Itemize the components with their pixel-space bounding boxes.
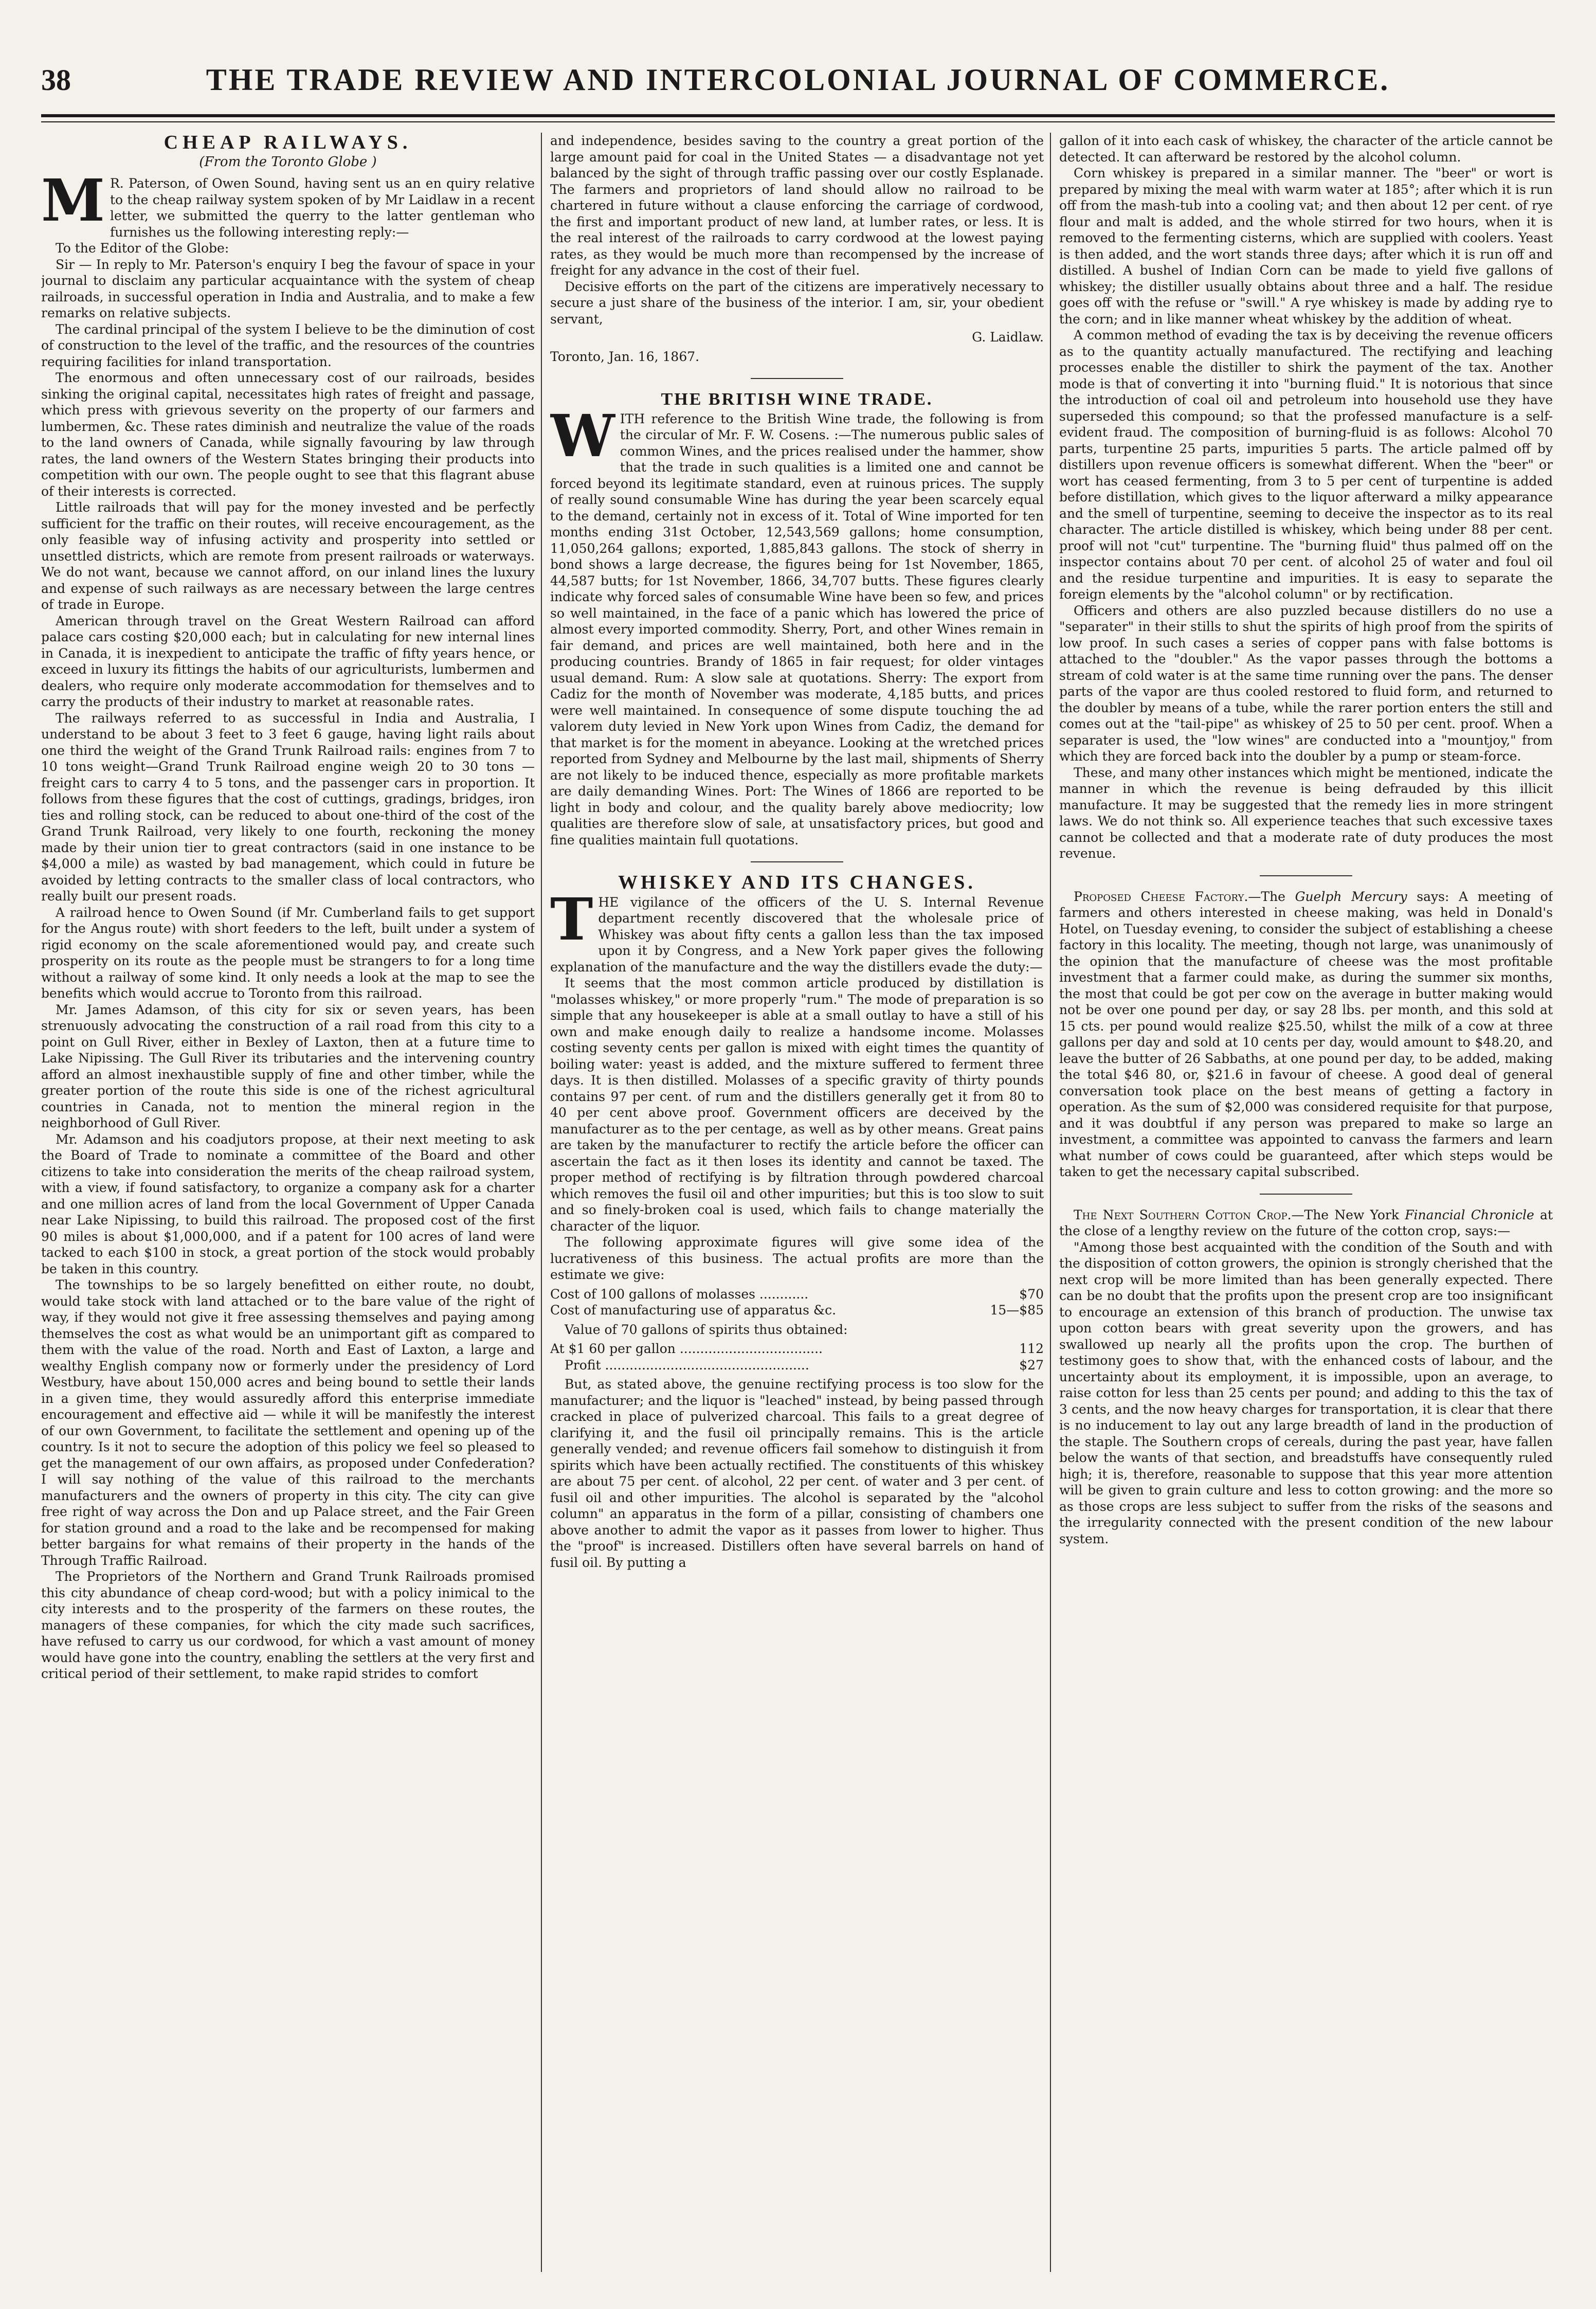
article-quote: "Among those best acquainted with the condition of the South and with the disposition of cotton growers, the opinion is strongly cherished that the next crop will be more limited than has been generally expected. There can be no doubt that the profits upon the present crop are too insignificant to encourage an extension of this branch of production. The unwise tax upon cotton bears with great severity upon the growers, and has swallowed up nearly all the profits upon the crop. The burthen of testimony goes to show that, with the enhanced costs of labour, and the uncertainty about its employment, it is impossible, upon an average, to raise cotton for less than 25 cents per pound; and adding to this the tax of 3 cents, and the now heavy charges for transportation, it is clear that there is no inducement to lay out any large breadth of land in the production of the staple. The Southern crops of cereals, during the past year, have fallen below the wants of that section, and breadstuffs have consequently ruled high; it is, therefore, reasonable to suppose that this year more attention will be given to grain culture and less to cotton growing: and the more so as those crops are less subject to suffer from the risks of the seasons and the irregularity connected with the present condition of the new labour system. (1059, 1239, 1553, 1546)
article-cheese-factory: Proposed Cheese Factory.—The Guelph Mercury says: A meeting of farmers and others interested in cheese making, was held in Donald's Hotel, on Tuesday evening, to consider the subject of establishing a cheese factory in this locality. The meeting, though not large, was unanimously of the opinion that the manufacture of cheese was the most profitable investment that a farmer could make, as during the summer six months, the most that could be got per cow on the average in butter making would not be over one pound per day, or say 28 lbs. per month, and this sold at 15 cts. per pound would realize $25.50, whilst the milk of a cow at three gallons per day and sold at 10 cents per day, would amount to $48.20, and leave the butter of 26 Sabbaths, at one pound per day, to be added, making the total $46 80, or, $21.6 in favour of cheese. A good deal of general conversation took place on the best means of getting a factory in operation. As the sum of $2,000 was considered requisite for that purpose, and it was doubtful if any person was prepared to make so large an investment, a committee was appointed to canvass the farmers and learn what number of cows could be guaranteed, after which steps would be taken to get the necessary capital subscribed. (1059, 889, 1553, 1179)
article-paragraph: M R. Paterson, of Owen Sound, having sent us an en quiry relative to the cheap railway system spoken of by Mr Laidlaw in a recent letter, we submitted the querry to the latter gentleman who furnishes us the following interesting reply:— (41, 167, 535, 240)
article-paragraph: Corn whiskey is prepared in a similar manner. The "beer" or wort is prepared by mixing the meal with warm water at 185°; after which it is run off from the mash-tub into a cooling vat; and then about 12 per cent. of rye flour and malt is added, and the whole stirred for two hours, when it is removed to the fermenting cisterns, which are supplied with coolers. Yeast is then added, and the wort stands three days; after which it is run off and distilled. A bushel of Indian Corn can be made to yield five gallons of whiskey; the distiller usually obtains about three and a half. The residue goes off with the refuse or "swill." A rye whiskey is made by adding rye to the corn; and in like manner wheat whiskey by the addition of wheat. (1059, 166, 1553, 327)
figures-table (550, 1341, 1044, 1373)
article-paragraph: WITH reference to the British Wine trade, the following is from the circular of Mr. F. W. Cosens. :—The numerous public sales of common Wines, and the prices realised under the hammer, show that the trade in such qualities is a limited one and cannot be forced beyond its legitimate standard, even at ruinous prices. The supply of really sound consumable Wine has during the year been scarcely equal to the demand, certainly not in excess of it. Total of Wine imported for ten months ending 31st October, 12,543,569 gallons; home consumption, 11,050,264 gallons; exported, 1,885,843 gallons. The stock of sherry in bond shows a large decrease, the figures being for 1st November, 1865, 44,587 butts; for 1st November, 1866, 34,707 butts. These figures clearly indicate why forced sales of consumable Wine have been so few, and prices so well maintained, in the face of a panic which has lowered the price of almost every imported commodity. Sherry, Port, and other Wines remain in fair demand, and prices are well maintained, both here and in the producing countries. Brandy of 1865 in fair request; for older vintages usual demand. Rum: A slow sale at quotations. Sherry: The export from Cadiz for the month of November was moderate, 4,185 butts, and prices were well maintained. In consequence of some dispute touching the ad valorem duty levied in New York upon Wines from Cadiz, the demand for that market is for the moment in abeyance. Looking at the wretched prices reported from Sydney and Melbourne by the last mail, shipments of Sherry are not likely to be induced thence, especially as more profitable markets are daily demanding Wines. Port: The Wines of 1866 are reported to be light in body and colour, and the quality barely above mediocrity; low qualities are therefore slow of sale, at unsatisfactory prices, but good and fine qualities maintain full quotations. (550, 402, 1044, 847)
article-paragraph: and independence, besides saving to the country a great portion of the large amount paid for coal in the United States — a disadvantage not yet balanced by the sight of through traffic passing over our costly Esplanade. The farmers and proprietors of land should allow no railroad to be chartered in future without a clause enforcing the carriage of cordwood, the first and important product of new land, at lumber rates, or less. It is the real interest of the railroads to carry cordwood at the lowest paying rates, as they would be much more than recompensed by the increase of freight for any advance in the cost of their fuel. (550, 133, 1044, 278)
page-number: 38 (41, 63, 71, 97)
article-paragraph: THE vigilance of the officers of the U. S. Internal Revenue department recently discovered that the wholesale price of Whiskey was about fifty cents a gallon less than the tax imposed upon it by Congress, and a New York paper gives the following explanation of the manufacture and the way the distillers evade the duty:— (550, 886, 1044, 975)
article-paragraph: A common method of evading the tax is by deceiving the revenue officers as to the quantity actually manufactured. The rectifying and leaching processes enable the distiller to shirk the payment of the tax. Another mode is that of converting it into "burning fluid." It is notorious that since the introduction of coal oil and petroleum into household use they have superseded this compound; so that the professed manufacture is a self-evident fraud. The composition of burning-fluid is as follows: Alcohol 70 parts, turpentine 25 parts, impurities 5 parts. The article palmed off by distillers upon revenue officers is somewhat different. When the "beer" or wort has ceased fermenting, from 3 to 5 per cent of turpentine is added before distillation, which gives to the liquor afterward a milky appearance and the smell of turpentine, seeming to deceive the inspector as to its real character. The article distilled is whiskey, which being under 88 per cent. proof will not "cut" turpentine. The "burning fluid" thus palmed off on the inspector contains about 70 per cent. of alcohol 25 of water and foul oil and the residue turpentine and impurities. It is easy to separate the foreign elements by the "alcohol column" or by rectification. (1059, 328, 1553, 602)
article-paragraph: Sir — In reply to Mr. Paterson's enquiry I beg the favour of space in your journal to disclaim any particular acquaintance with the system of cheap railroads, in successful operation in India and Australia, and to make a few remarks on relative subjects. (41, 257, 535, 320)
article-paragraph: Decisive efforts on the part of the citizens are imperatively necessary to secure a just share of the business of the interior. I am, sir, your obedient servant, (550, 279, 1044, 327)
figures-subhead: Value of 70 gallons of spirits thus obtained: (565, 1322, 848, 1337)
section-separator (1260, 875, 1352, 876)
column-1 (41, 133, 535, 2272)
article-paragraph: gallon of it into each cask of whiskey, the character of the article cannot be detected. It can afterward be restored by the alcohol column. (1059, 133, 1553, 165)
table-row: At $1 60 per gallon ................................... 112 (550, 1341, 1044, 1356)
article-heading-wine: THE BRITISH WINE TRADE. (661, 390, 933, 409)
article-source: Guelph Mercury (1295, 889, 1407, 904)
article-paragraph: The townships to be so largely benefitted on either route, no doubt, would take stock with land attached or to the bare value of the right of way, if they would not give it free assessing themselves and paying among themselves the cost as what would be an unimportant gift as compared to them with the value of the road. North and East of Laxton, a large and wealthy English company now or formerly under the presidency of Lord Westbury, have about 150,000 acres and being bound to settle their lands in a given time, they would assuredly afford this enterprise immediate encouragement and effective aid — while it will be manifestly the interest of our own Government, to facilitate the settlement and opening up of the country. Is it not to secure the adoption of this policy we feel so pleased to get the management of our own affairs, as proposed under Confederation? I will say nothing of the value of this railroad to the merchants manufacturers and the owners of property in this city. The city can give free right of way across the Don and up Palace street, and the Fair Green for station ground and a road to the lake and be recompensed for making better bargains for what remains of their property in the hands of the Through Traffic Railroad. (41, 1277, 535, 1568)
article-paragraph: The following approximate figures will give some idea of the lucrativeness of this business. The actual profits are more than the estimate we give: (550, 1235, 1044, 1282)
article-paragraph: The enormous and often unnecessary cost of our railroads, besides sinking the original capital, necessitates high rates of freight and passage, which press with grievous severity on the property of our farmers and lumbermen, &c. These rates diminish and neutralize the value of the roads to the land owners of Canada, while signally favouring by law through rates, the land owners of the Western States bringing their products into competition with our own. The people ought to see that this flagrant abuse of their interests is corrected. (41, 370, 535, 499)
article-lead: The Next Southern Cotton Crop. (1074, 1207, 1292, 1222)
article-signature: G. Laidlaw. (972, 330, 1044, 345)
masthead-rule (41, 114, 1555, 117)
drop-cap: W (550, 402, 615, 470)
table-row: Profit .................................................. $27 (565, 1357, 1044, 1373)
section-separator (751, 861, 843, 862)
column-divider (1050, 133, 1051, 2272)
article-lead: Proposed Cheese Factory. (1074, 889, 1248, 904)
table-row: Cost of 100 gallons of molasses ............ $70 (550, 1286, 1044, 1302)
masthead-rule-thin (41, 121, 1555, 122)
masthead (41, 51, 1555, 108)
article-paragraph: But, as stated above, the genuine rectifying process is too slow for the manufacturer; and the liquor is "leached" instead, by being passed through cracked in place of pulverized charcoal. This fails to a great degree of clarifying it, and the fusil oil principally remains. This is the article generally vended; and revenue officers fail somehow to distinguish it from spirits which have been actually rectified. The constituents of this whiskey are about 75 per cent. of alcohol, 22 per cent. of water and 3 per cent. of fusil oil and other impurities. The alcohol is separated by the "alcohol column" an apparatus in the form of a pillar, consisting of chambers one above another to admit the vapor as it passes from lower to higher. Thus the "proof" is increased. Distillers often have several barrels on hand of fusil oil. By putting a (550, 1377, 1044, 1570)
section-separator (751, 378, 843, 379)
article-source: Financial Chronicle (1405, 1207, 1534, 1222)
article-paragraph: Little railroads that will pay for the money invested and be perfectly sufficient for the traffic on their routes, will receive encouragement, as the only feasible way of infusing activity and prosperity into settled or unsettled districts, which are remote from present railroads or waterways. We do not want, because we cannot afford, on our inland lines the luxury and expense of such railways as are necessary between the large centres of trade in Europe. (41, 500, 535, 612)
article-paragraph: A railroad hence to Owen Sound (if Mr. Cumberland fails to get support for the Angus route) with short feeders to the left, built under a system of rigid economy on the scale aforementioned would pay, and create such prosperity on its route as the people must be strangers to for a long time without a railway of some kind. It only needs a look at the map to see the benefits which would accrue to Toronto from this railroad. (41, 905, 535, 1001)
column-3 (1059, 133, 1553, 2272)
article-paragraph: American through travel on the Great Western Railroad can afford palace cars costing $20,000 each; but in calculating for new internal lines in Canada, it is inexpedient to anticipate the traffic of fifty years hence, or exceed in luxury its fittings the habits of our agriculturists, lumbermen and dealers, who require only moderate accommodation for themselves and to carry the products of their industry to market at reasonable rates. (41, 613, 535, 709)
figures-table (550, 1286, 1044, 1319)
article-paragraph: These, and many other instances which might be mentioned, indicate the manner in which the revenue is being defrauded by this illicit manufacture. It may be suggested that the remedy lies in more stringent laws. We do not think so. All experience teaches that such excessive taxes cannot be collected and that a moderate rate of duty produces the most revenue. (1059, 765, 1553, 861)
article-paragraph: Mr. James Adamson, of this city for six or seven years, has been strenuously advocating the construction of a rail road from this city to a point on Gull River, either in Bexley of Laxton, then at a future time to Lake Nipissing. The Gull River its tributaries and the intervening country afford an almost inexhaustible supply of fine and other timber, while the greater portion of the route this side is one of the richest agricultural countries in Canada, not to mention the mineral region in the neighborhood of Gull River. (41, 1002, 535, 1130)
column-2 (550, 133, 1044, 2272)
article-heading-whiskey: WHISKEY AND ITS CHANGES. (618, 872, 976, 893)
article-heading-railways: CHEAP RAILWAYS. (164, 133, 412, 153)
article-paragraph: The Proprietors of the Northern and Grand Trunk Railroads promised this city abundance of cheap cord-wood; but with a policy inimical to the city interests and to the prosperity of the farmers on these routes, the managers of these companies, for which the city made such sacrifices, have refused to carry us our cordwood, for which a vast amount of money would have gone into the country, enabling the settlers at the very first and critical period of their settlement, to make rapid strides to comfort (41, 1569, 535, 1681)
journal-title: THE TRADE REVIEW AND INTERCOLONIAL JOURNAL OF COMMERCE. (206, 62, 1390, 97)
article-paragraph: The railways referred to as successful in India and Australia, I understand to be about 3 feet to 3 feet 6 gauge, having light rails about one third the weight of the Grand Trunk Railroad rails: engines from 7 to 10 tons weight—Grand Trunk Railroad engine weigh 20 to 30 tons — freight cars to carry 4 to 5 tons, and the passenger cars in proportion. It follows from these figures that the cost of cuttings, gradings, bridges, iron ties and rolling stock, can be reduced to about one-third of the cost of the Grand Trunk Railroad, very likely to one fourth, reckoning the money made by their union tier to great contractors (said in one instance to be $4,000 a mile) as wasted by bad management, which could in future be avoided by letting contracts to the smaller class of local contractors, who really built our present roads. (41, 710, 535, 904)
drop-cap: T (550, 886, 593, 953)
article-paragraph: Mr. Adamson and his coadjutors propose, at their next meeting to ask the Board of Trade to nominate a committee of the Board and other citizens to take into consideration the merits of the cheap railroad system, with a view, if found satisfactory, to organize a company ask for a charter and one million acres of land from the local Government of Upper Canada near Lake Nipissing, to build this railroad. The proposed cost of the first 90 miles is about $1,000,000, and if a patent for 100 acres of land were tacked to each $100 in stock, a great portion of the stock would probably be taken in this country. (41, 1131, 535, 1276)
drop-cap: M (41, 167, 105, 234)
article-dateline: Toronto, Jan. 16, 1867. (550, 349, 700, 364)
article-paragraph: To the Editor of the Globe: (56, 241, 229, 256)
article-cotton-crop: The Next Southern Cotton Crop.—The New York Financial Chronicle at the close of a lengthy review on the future of the cotton crop, says:— (1059, 1207, 1553, 1238)
section-separator (1260, 1194, 1352, 1195)
table-row: Cost of manufacturing use of apparatus &c. 15—$85 (550, 1303, 1044, 1318)
article-paragraph: It seems that the most common article produced by distillation is "molasses whiskey," or more properly "rum." The mode of preparation is so simple that any housekeeper is able at a small outlay to have a still of his own and make enough daily to realize a handsome income. Molasses costing seventy cents per gallon is mixed with eight times the quantity of boiling water: yeast is added, and the mixture suffered to ferment three days. It is then distilled. Molasses of a specific gravity of thirty pounds contains 97 per cent. of rum and the distillers generally get it from 80 to 40 per cent above proof. Government officers are deceived by the manufacturer as to the per centage, as well as by other means. Great pains are taken by the manufacturer to rectify the article before the officer can ascertain the fact as it then loses its identity and cannot be taxed. The proper method of rectifying is by filtration through powdered charcoal which removes the fusil oil and other impurities; but this is too slow to suit and so finely-broken coal is used, which fails to change materially the character of the liquor. (550, 976, 1044, 1234)
article-paragraph: The cardinal principal of the system I believe to be the diminution of cost of construction to the level of the traffic, and the resources of the countries requiring facilities for inland transportation. (41, 321, 535, 369)
column-divider (541, 133, 542, 2272)
article-source: (From the Toronto Globe ) (199, 154, 377, 170)
article-paragraph: Officers and others are also puzzled because distillers do no use a "separater" in their stills to shut the spirits of high proof from the spirits of low proof. In such cases a series of copper pans with false bottoms is attached to the "doubler." As the vapor passes through the bottoms a stream of cold water is at the same time running over the pans. The denser parts of the vapor are thus cooled restored to fluid form, and returned to the doubler by means of a tube, while the rarer portion enters the still and comes out at the "tail-pipe" as whiskey of 25 to 50 per cent. proof. When a separater is used, the "low wines" are conducted into a "mountjoy," from which they are forced back into the doubler by a pump or steam-force. (1059, 603, 1553, 764)
